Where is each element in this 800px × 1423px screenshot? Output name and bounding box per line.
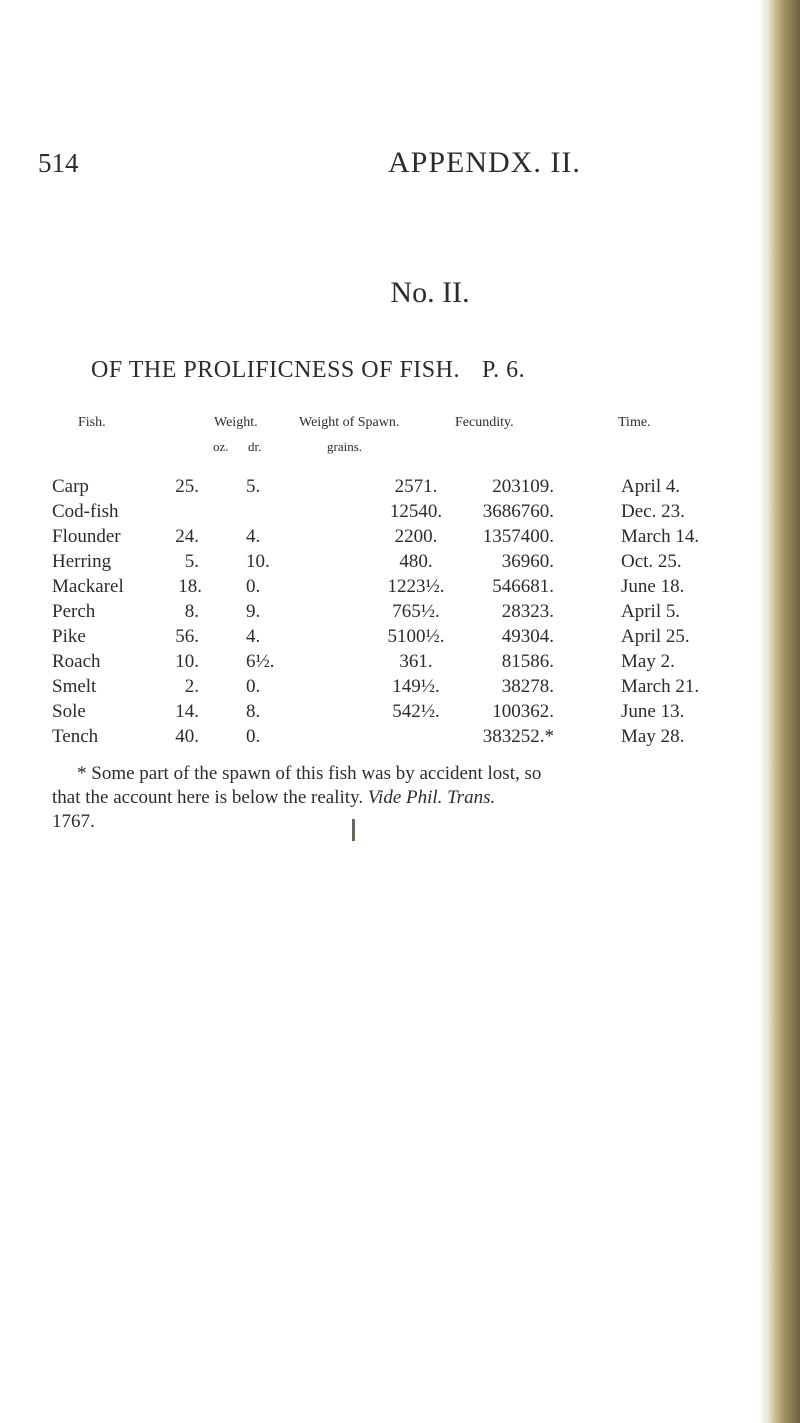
ink-mark bbox=[352, 819, 355, 841]
cell-fecundity: 203109. bbox=[492, 476, 554, 497]
cell-fecundity: 49304. bbox=[501, 626, 554, 647]
cell-fish: Herring bbox=[52, 551, 112, 572]
table-row bbox=[0, 476, 760, 501]
cell-oz: 5. bbox=[184, 551, 199, 572]
footnote-text: that the account here is below the reality. bbox=[52, 787, 364, 808]
cell-fish: Tench bbox=[52, 726, 99, 747]
cell-fish: Flounder bbox=[52, 526, 121, 547]
footnote-year: 1767. bbox=[52, 811, 95, 832]
cell-dr: 4. bbox=[246, 626, 261, 647]
table-row bbox=[0, 501, 760, 526]
cell-fecundity: 100362. bbox=[492, 701, 554, 722]
cell-dr: 0. bbox=[246, 676, 261, 697]
subheader-oz: oz. bbox=[213, 439, 229, 454]
cell-oz: 25. bbox=[175, 476, 199, 497]
cell-spawn: 2571. bbox=[394, 476, 438, 497]
header-weight: Weight. bbox=[214, 415, 258, 430]
cell-oz: 18. bbox=[178, 576, 202, 597]
cell-dr: 0. bbox=[246, 576, 261, 597]
cell-oz: 24. bbox=[175, 526, 199, 547]
cell-spawn: 2200. bbox=[394, 526, 438, 547]
cell-dr: 10. bbox=[246, 551, 270, 572]
cell-fecundity: 28323. bbox=[501, 601, 554, 622]
cell-oz: 2. bbox=[184, 676, 199, 697]
cell-fish: Roach bbox=[52, 651, 101, 672]
cell-time: April 4. bbox=[621, 476, 681, 497]
cell-time: April 5. bbox=[621, 601, 681, 622]
cell-fecundity: 546681. bbox=[492, 576, 554, 597]
footnote-citation: Vide Phil. Trans. bbox=[367, 787, 496, 808]
cell-dr: 8. bbox=[246, 701, 261, 722]
cell-time: June 13. bbox=[621, 701, 685, 722]
cell-oz: 14. bbox=[175, 701, 199, 722]
cell-fish: Pike bbox=[52, 626, 86, 647]
cell-dr: 4. bbox=[246, 526, 261, 547]
section-page-ref: P. 6. bbox=[481, 357, 526, 383]
cell-oz: 56. bbox=[175, 626, 199, 647]
table-row bbox=[0, 676, 760, 701]
fecundity-table bbox=[0, 476, 760, 751]
cell-time: May 28. bbox=[621, 726, 685, 747]
cell-fish: Mackarel bbox=[52, 576, 124, 597]
footnote-line bbox=[52, 786, 728, 810]
cell-time: Dec. 23. bbox=[621, 501, 685, 522]
cell-time: Oct. 25. bbox=[621, 551, 682, 572]
cell-oz: 8. bbox=[184, 601, 199, 622]
cell-fecundity: 3686760. bbox=[482, 501, 554, 522]
cell-oz: 40. bbox=[175, 726, 199, 747]
table-row bbox=[0, 551, 760, 576]
section-title bbox=[91, 357, 525, 384]
table-row bbox=[0, 726, 760, 751]
cell-fecundity: 36960. bbox=[501, 551, 554, 572]
page-number: 514 bbox=[38, 148, 79, 178]
cell-dr: 5. bbox=[246, 476, 261, 497]
table-row bbox=[0, 626, 760, 651]
cell-spawn: 12540. bbox=[389, 501, 443, 522]
cell-fish: Perch bbox=[52, 601, 96, 622]
binding-edge bbox=[766, 0, 800, 1423]
cell-dr: 6½. bbox=[246, 651, 275, 672]
cell-spawn: 1223½. bbox=[387, 576, 445, 597]
cell-spawn: 361. bbox=[399, 651, 433, 672]
cell-spawn: 5100½. bbox=[387, 626, 445, 647]
cell-dr: 9. bbox=[246, 601, 261, 622]
cell-time: April 25. bbox=[621, 626, 690, 647]
footnote bbox=[52, 762, 728, 834]
cell-fecundity: 383252.* bbox=[482, 726, 554, 747]
footnote-line: * Some part of the spawn of this fish was by accident lost, so bbox=[77, 763, 542, 784]
cell-oz: 10. bbox=[175, 651, 199, 672]
cell-fecundity: 81586. bbox=[501, 651, 554, 672]
table-row bbox=[0, 526, 760, 551]
header-time: Time. bbox=[618, 415, 651, 430]
cell-fish: Sole bbox=[52, 701, 86, 722]
cell-spawn: 542½. bbox=[392, 701, 440, 722]
cell-fish: Carp bbox=[52, 476, 89, 497]
cell-time: June 18. bbox=[621, 576, 685, 597]
subheader-dr: dr. bbox=[248, 439, 262, 454]
subheader-grains: grains. bbox=[327, 439, 363, 454]
cell-fish: Cod-fish bbox=[52, 501, 119, 522]
header-fecundity: Fecundity. bbox=[455, 415, 514, 430]
cell-spawn: 480. bbox=[399, 551, 433, 572]
table-row bbox=[0, 601, 760, 626]
cell-fecundity: 1357400. bbox=[482, 526, 554, 547]
table-row bbox=[0, 651, 760, 676]
header-spawn: Weight of Spawn. bbox=[299, 415, 400, 430]
number-title: No. II. bbox=[390, 276, 470, 309]
section-title-text: OF THE PROLIFICNESS OF FISH. bbox=[91, 357, 460, 383]
cell-spawn: 149½. bbox=[392, 676, 440, 697]
cell-time: March 21. bbox=[621, 676, 700, 697]
cell-time: March 14. bbox=[621, 526, 700, 547]
cell-dr: 0. bbox=[246, 726, 261, 747]
running-head: APPENDX. II. bbox=[388, 146, 581, 179]
cell-fish: Smelt bbox=[52, 676, 97, 697]
cell-spawn: 765½. bbox=[392, 601, 440, 622]
header-fish: Fish. bbox=[78, 415, 106, 430]
cell-time: May 2. bbox=[621, 651, 675, 672]
cell-fecundity: 38278. bbox=[501, 676, 554, 697]
table-row bbox=[0, 701, 760, 726]
table-row bbox=[0, 576, 760, 601]
